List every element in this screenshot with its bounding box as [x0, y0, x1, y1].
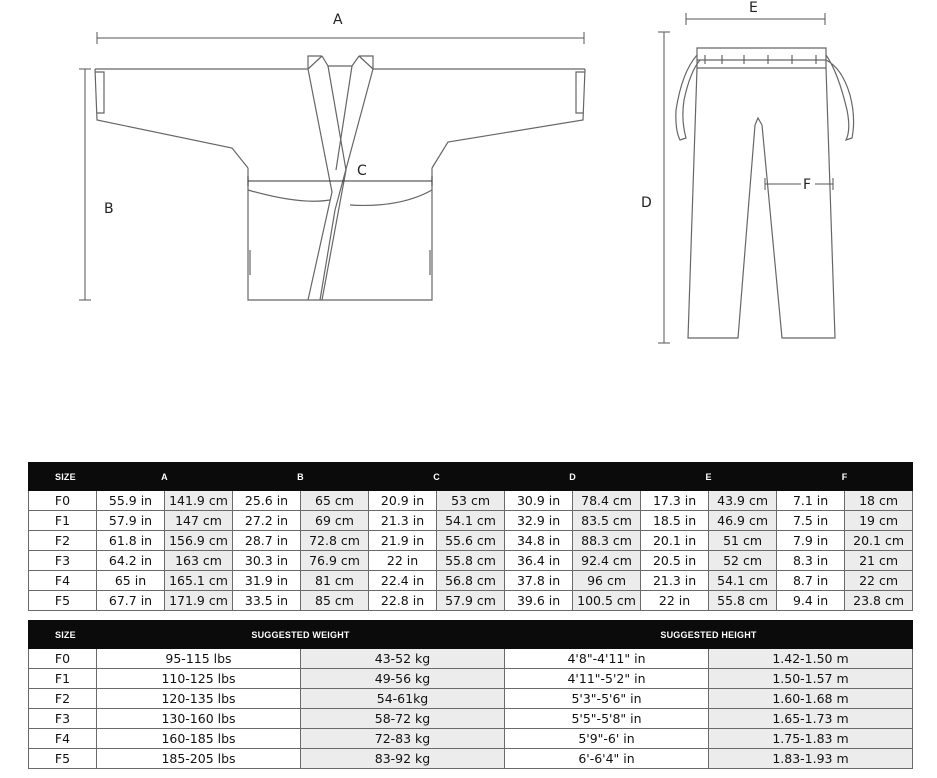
value-cell: 18.5 in	[641, 511, 709, 531]
value-cell: 76.9 cm	[301, 551, 369, 571]
suggestion-table	[28, 620, 913, 769]
value-cell: 55.6 cm	[437, 531, 505, 551]
value-cell: 5'5"-5'8" in	[505, 709, 709, 729]
value-cell: 88.3 cm	[573, 531, 641, 551]
value-cell: 43-52 kg	[301, 649, 505, 669]
label-f: F	[803, 177, 812, 193]
measurement-row	[29, 591, 913, 611]
value-cell: 36.4 in	[505, 551, 573, 571]
label-d: D	[641, 195, 652, 211]
measurement-row	[29, 491, 913, 511]
value-cell: 1.75-1.83 m	[709, 729, 913, 749]
header-suggested-weight: SUGGESTED WEIGHT	[97, 621, 505, 649]
value-cell: 57.9 cm	[437, 591, 505, 611]
header-size: SIZE	[29, 463, 97, 491]
value-cell: 31.9 in	[233, 571, 301, 591]
measurement-row	[29, 511, 913, 531]
value-cell: 25.6 in	[233, 491, 301, 511]
value-cell: 65 cm	[301, 491, 369, 511]
size-cell: F5	[29, 591, 97, 611]
value-cell: 1.65-1.73 m	[709, 709, 913, 729]
suggestion-header-row	[29, 621, 913, 649]
size-cell: F0	[29, 649, 97, 669]
value-cell: 110-125 lbs	[97, 669, 301, 689]
value-cell: 22.4 in	[369, 571, 437, 591]
value-cell: 55.8 cm	[709, 591, 777, 611]
value-cell: 57.9 in	[97, 511, 165, 531]
value-cell: 69 cm	[301, 511, 369, 531]
value-cell: 72-83 kg	[301, 729, 505, 749]
value-cell: 22.8 in	[369, 591, 437, 611]
suggestion-row	[29, 729, 913, 749]
value-cell: 81 cm	[301, 571, 369, 591]
value-cell: 120-135 lbs	[97, 689, 301, 709]
measurement-row	[29, 531, 913, 551]
suggestion-row	[29, 649, 913, 669]
suggestion-row	[29, 749, 913, 769]
value-cell: 1.60-1.68 m	[709, 689, 913, 709]
value-cell: 49-56 kg	[301, 669, 505, 689]
value-cell: 28.7 in	[233, 531, 301, 551]
value-cell: 20.9 in	[369, 491, 437, 511]
size-cell: F3	[29, 551, 97, 571]
label-e: E	[749, 0, 758, 16]
label-a: A	[333, 12, 343, 28]
header-a: A	[97, 463, 233, 491]
value-cell: 32.9 in	[505, 511, 573, 531]
measurement-header-row	[29, 463, 913, 491]
pants-outline	[676, 48, 854, 338]
value-cell: 51 cm	[709, 531, 777, 551]
value-cell: 85 cm	[301, 591, 369, 611]
value-cell: 20.1 in	[641, 531, 709, 551]
value-cell: 20.5 in	[641, 551, 709, 571]
value-cell: 95-115 lbs	[97, 649, 301, 669]
value-cell: 21.9 in	[369, 531, 437, 551]
value-cell: 185-205 lbs	[97, 749, 301, 769]
value-cell: 96 cm	[573, 571, 641, 591]
value-cell: 39.6 in	[505, 591, 573, 611]
value-cell: 17.3 in	[641, 491, 709, 511]
size-cell: F5	[29, 749, 97, 769]
value-cell: 52 cm	[709, 551, 777, 571]
value-cell: 5'3"-5'6" in	[505, 689, 709, 709]
value-cell: 4'11"-5'2" in	[505, 669, 709, 689]
header-b: B	[233, 463, 369, 491]
value-cell: 5'9"-6' in	[505, 729, 709, 749]
value-cell: 22 in	[369, 551, 437, 571]
value-cell: 147 cm	[165, 511, 233, 531]
value-cell: 92.4 cm	[573, 551, 641, 571]
value-cell: 53 cm	[437, 491, 505, 511]
value-cell: 55.9 in	[97, 491, 165, 511]
value-cell: 83-92 kg	[301, 749, 505, 769]
value-cell: 7.5 in	[777, 511, 845, 531]
value-cell: 165.1 cm	[165, 571, 233, 591]
size-cell: F2	[29, 531, 97, 551]
suggestion-row	[29, 709, 913, 729]
value-cell: 8.7 in	[777, 571, 845, 591]
value-cell: 78.4 cm	[573, 491, 641, 511]
size-cell: F0	[29, 491, 97, 511]
measurement-row	[29, 551, 913, 571]
value-cell: 171.9 cm	[165, 591, 233, 611]
suggestion-row	[29, 689, 913, 709]
value-cell: 54.1 cm	[709, 571, 777, 591]
value-cell: 56.8 cm	[437, 571, 505, 591]
value-cell: 7.1 in	[777, 491, 845, 511]
header-e: E	[641, 463, 777, 491]
size-cell: F1	[29, 511, 97, 531]
size-cell: F4	[29, 729, 97, 749]
value-cell: 23.8 cm	[845, 591, 913, 611]
measurement-table	[28, 462, 913, 611]
value-cell: 21.3 in	[641, 571, 709, 591]
value-cell: 100.5 cm	[573, 591, 641, 611]
value-cell: 1.42-1.50 m	[709, 649, 913, 669]
value-cell: 22 cm	[845, 571, 913, 591]
header-d: D	[505, 463, 641, 491]
value-cell: 21 cm	[845, 551, 913, 571]
value-cell: 54-61kg	[301, 689, 505, 709]
value-cell: 30.3 in	[233, 551, 301, 571]
value-cell: 58-72 kg	[301, 709, 505, 729]
value-cell: 1.50-1.57 m	[709, 669, 913, 689]
header-size: SIZE	[29, 621, 97, 649]
value-cell: 65 in	[97, 571, 165, 591]
value-cell: 64.2 in	[97, 551, 165, 571]
value-cell: 6'-6'4" in	[505, 749, 709, 769]
value-cell: 46.9 cm	[709, 511, 777, 531]
value-cell: 22 in	[641, 591, 709, 611]
value-cell: 67.7 in	[97, 591, 165, 611]
value-cell: 19 cm	[845, 511, 913, 531]
value-cell: 21.3 in	[369, 511, 437, 531]
value-cell: 4'8"-4'11" in	[505, 649, 709, 669]
size-cell: F2	[29, 689, 97, 709]
suggestion-row	[29, 669, 913, 689]
label-b: B	[104, 201, 114, 217]
value-cell: 163 cm	[165, 551, 233, 571]
jacket-outline	[95, 56, 585, 300]
value-cell: 30.9 in	[505, 491, 573, 511]
value-cell: 18 cm	[845, 491, 913, 511]
header-c: C	[369, 463, 505, 491]
value-cell: 72.8 cm	[301, 531, 369, 551]
value-cell: 156.9 cm	[165, 531, 233, 551]
value-cell: 43.9 cm	[709, 491, 777, 511]
value-cell: 54.1 cm	[437, 511, 505, 531]
value-cell: 20.1 cm	[845, 531, 913, 551]
header-f: F	[777, 463, 913, 491]
value-cell: 130-160 lbs	[97, 709, 301, 729]
size-cell: F1	[29, 669, 97, 689]
value-cell: 55.8 cm	[437, 551, 505, 571]
value-cell: 83.5 cm	[573, 511, 641, 531]
value-cell: 8.3 in	[777, 551, 845, 571]
value-cell: 34.8 in	[505, 531, 573, 551]
value-cell: 9.4 in	[777, 591, 845, 611]
value-cell: 33.5 in	[233, 591, 301, 611]
value-cell: 1.83-1.93 m	[709, 749, 913, 769]
value-cell: 37.8 in	[505, 571, 573, 591]
size-cell: F3	[29, 709, 97, 729]
measurement-row	[29, 571, 913, 591]
label-c: C	[357, 163, 367, 179]
value-cell: 27.2 in	[233, 511, 301, 531]
value-cell: 160-185 lbs	[97, 729, 301, 749]
header-suggested-height: SUGGESTED HEIGHT	[505, 621, 913, 649]
value-cell: 141.9 cm	[165, 491, 233, 511]
size-cell: F4	[29, 571, 97, 591]
value-cell: 7.9 in	[777, 531, 845, 551]
value-cell: 61.8 in	[97, 531, 165, 551]
